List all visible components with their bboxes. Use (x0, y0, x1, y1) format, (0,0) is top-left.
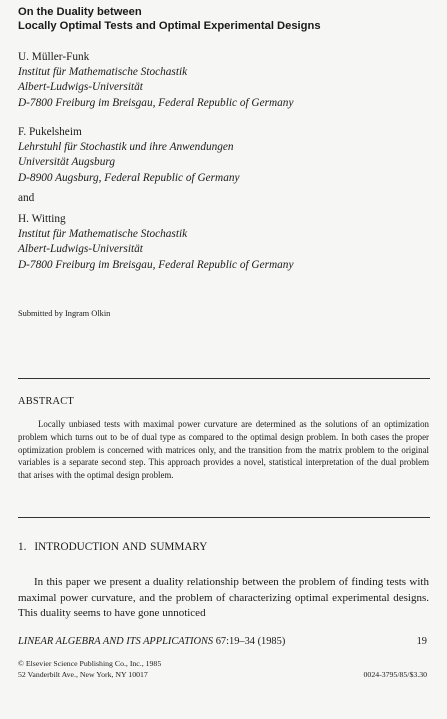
divider-rule (18, 378, 430, 379)
affiliation-line: D-8900 Augsburg, Federal Republic of Germany (18, 171, 240, 184)
affiliation-line: D-7800 Freiburg im Breisgau, Federal Republic of Germany (18, 258, 294, 271)
copyright-line: © Elsevier Science Publishing Co., Inc., 1985 (18, 659, 162, 668)
affiliation-line: Institut für Mathematische Stochastik (18, 66, 188, 79)
publisher-address: 52 Vanderbilt Ave., New York, NY 10017 (18, 670, 148, 679)
affiliation-line: Universität Augsburg (18, 156, 115, 169)
author-block-2 (18, 125, 438, 186)
submitted-by-note: Submitted by Ingram Olkin (18, 309, 111, 318)
author-name: H. Witting (18, 213, 66, 225)
page-number: 19 (416, 636, 427, 647)
section-number: 1. (18, 541, 27, 553)
affiliation-line: D-7800 Freiburg im Breisgau, Federal Republic of Germany (18, 96, 294, 109)
title-line-1: On the Duality between (18, 6, 142, 18)
author-block-3 (18, 212, 438, 273)
abstract-text: Locally unbiased tests with maximal power curvature are determined as the solutions of an optimization problem which turns out to be of dual type as compared to the optimal design problem. In both cases the proper optimization problem is concerned with matrices only, and the transition from the matrix problem to the original variables is a separate second step. This approach provides a novel, statistical interpretation of the dual problem that arises with the optimal design problem. (18, 419, 429, 481)
publication-code: 0024-3795/85/$3.30 (363, 670, 427, 679)
journal-volume: 67:19–34 (1985) (215, 636, 286, 647)
abstract-heading: ABSTRACT (18, 396, 74, 407)
author-name: F. Pukelsheim (18, 126, 82, 138)
section-heading (18, 541, 207, 553)
affiliation-line: Albert-Ludwigs-Universität (18, 81, 143, 94)
author-block-1 (18, 50, 438, 111)
affiliation-line: Lehrstuhl für Stochastik und ihre Anwendungen (18, 141, 234, 154)
author-conjunction: and (18, 192, 35, 204)
section-title: INTRODUCTION AND SUMMARY (34, 541, 208, 553)
journal-name: LINEAR ALGEBRA AND ITS APPLICATIONS (18, 636, 214, 647)
divider-rule (18, 517, 430, 518)
intro-paragraph: In this paper we present a duality relationship between the problem of finding tests with maximal power curvature, and the problem of characterizing optimal experimental designs. This duality seems to have gone unnoticed (18, 576, 429, 619)
paper-title (18, 5, 438, 33)
journal-citation (18, 636, 285, 647)
title-line-2: Locally Optimal Tests and Optimal Experimental Designs (18, 20, 321, 32)
affiliation-line: Institut für Mathematische Stochastik (18, 228, 188, 241)
affiliation-line: Albert-Ludwigs-Universität (18, 243, 143, 256)
author-name: U. Müller-Funk (18, 51, 90, 63)
